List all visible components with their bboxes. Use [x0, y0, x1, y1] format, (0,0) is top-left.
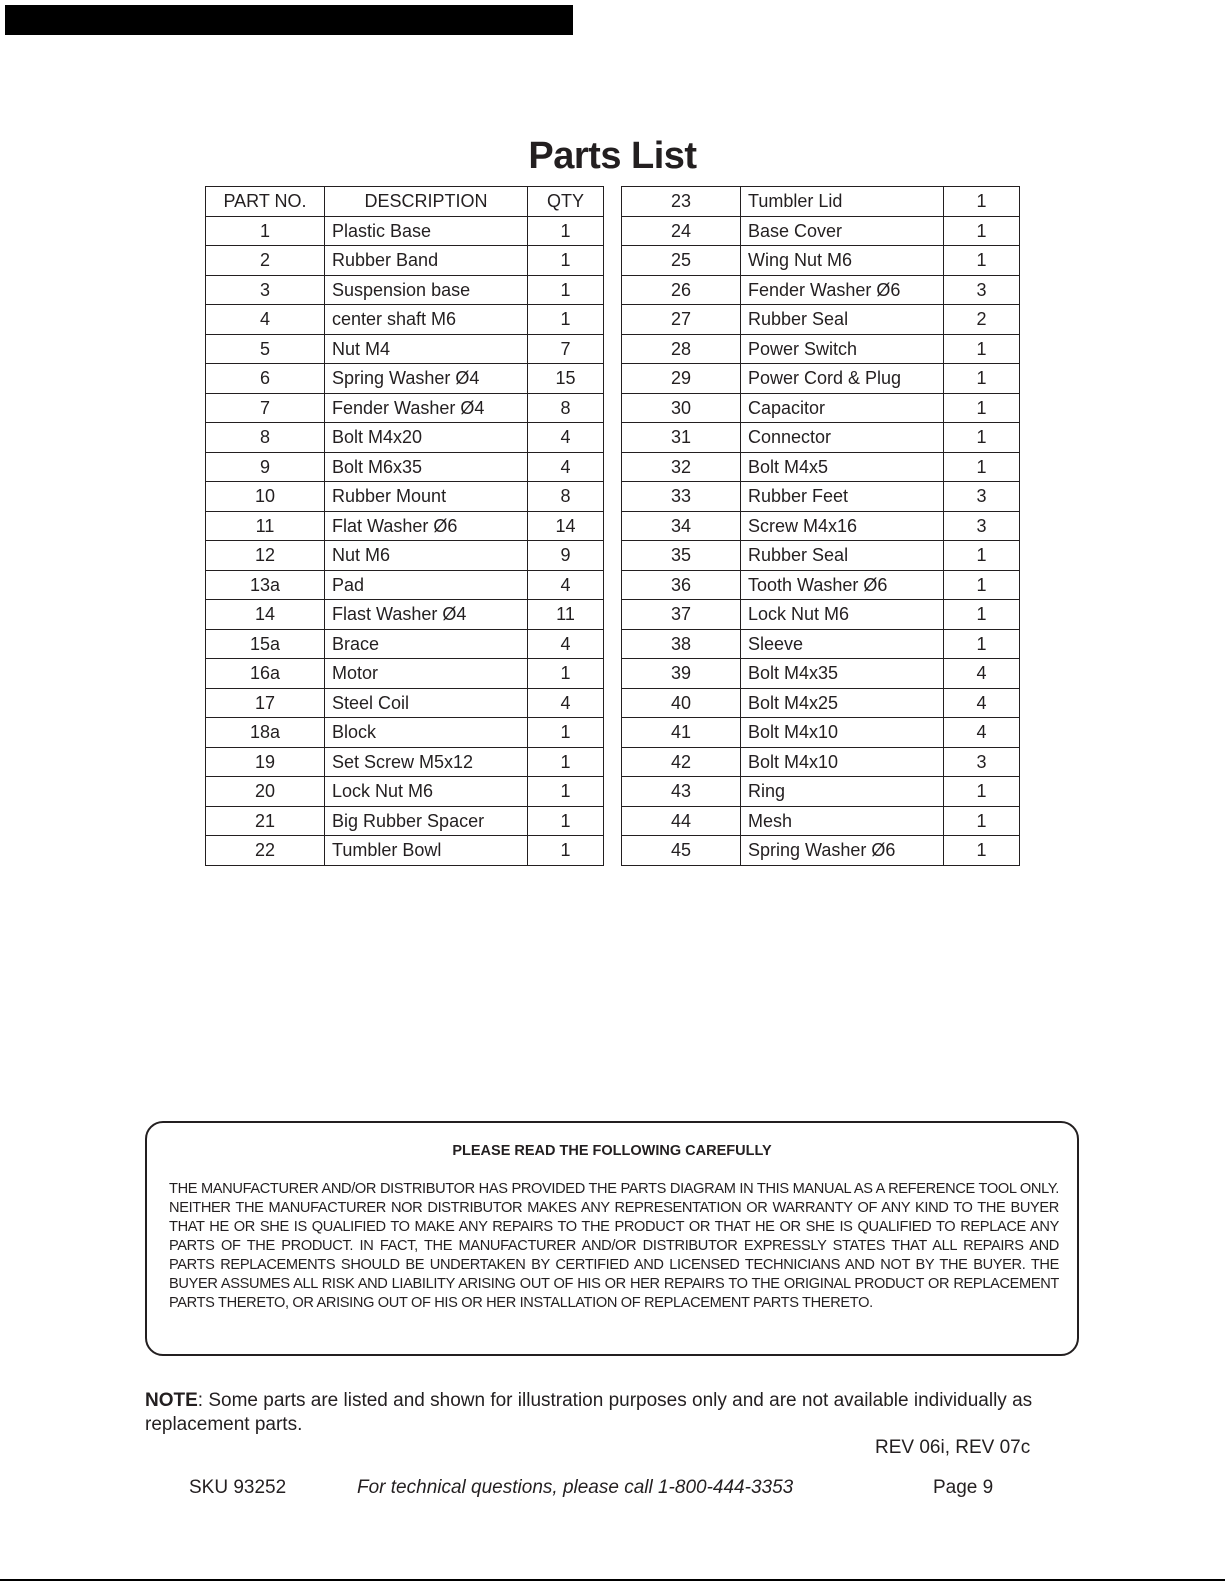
table-row: [622, 216, 1020, 246]
part-number: 23: [622, 187, 741, 217]
part-qty: 1: [528, 718, 604, 748]
part-description: Block: [325, 718, 528, 748]
part-qty: 1: [528, 246, 604, 276]
part-qty: 1: [528, 659, 604, 689]
table-row: [622, 452, 1020, 482]
part-qty: 1: [944, 777, 1020, 807]
header-description: DESCRIPTION: [325, 187, 528, 217]
table-row: [206, 482, 604, 512]
part-description: Flat Washer Ø6: [325, 511, 528, 541]
table-row: [206, 659, 604, 689]
part-qty: 9: [528, 541, 604, 571]
part-number: 7: [206, 393, 325, 423]
part-description: Ring: [741, 777, 944, 807]
part-description: Bolt M4x35: [741, 659, 944, 689]
part-description: Rubber Seal: [741, 541, 944, 571]
part-description: Flast Washer Ø4: [325, 600, 528, 630]
table-row: [622, 482, 1020, 512]
part-description: Big Rubber Spacer: [325, 806, 528, 836]
part-number: 15a: [206, 629, 325, 659]
part-description: Lock Nut M6: [325, 777, 528, 807]
table-row: [206, 246, 604, 276]
part-number: 32: [622, 452, 741, 482]
table-row: [206, 275, 604, 305]
part-description: Brace: [325, 629, 528, 659]
part-description: Tumbler Bowl: [325, 836, 528, 866]
table-row: [206, 216, 604, 246]
part-qty: 1: [528, 777, 604, 807]
part-description: Nut M4: [325, 334, 528, 364]
table-row: [206, 452, 604, 482]
part-number: 11: [206, 511, 325, 541]
revision-text: REV 06i, REV 07c: [875, 1437, 1031, 1458]
part-description: Base Cover: [741, 216, 944, 246]
part-number: 18a: [206, 718, 325, 748]
part-qty: 11: [528, 600, 604, 630]
part-qty: 4: [944, 718, 1020, 748]
part-description: Rubber Feet: [741, 482, 944, 512]
part-number: 14: [206, 600, 325, 630]
part-number: 37: [622, 600, 741, 630]
part-qty: 1: [944, 246, 1020, 276]
part-qty: 4: [944, 659, 1020, 689]
part-number: 36: [622, 570, 741, 600]
table-row: [206, 747, 604, 777]
part-qty: 4: [528, 570, 604, 600]
table-row: [622, 275, 1020, 305]
part-description: Spring Washer Ø4: [325, 364, 528, 394]
part-number: 16a: [206, 659, 325, 689]
part-qty: 1: [944, 806, 1020, 836]
part-description: Sleeve: [741, 629, 944, 659]
table-row: [206, 836, 604, 866]
part-description: Pad: [325, 570, 528, 600]
part-number: 45: [622, 836, 741, 866]
part-qty: 1: [944, 364, 1020, 394]
page-title: Parts List: [528, 135, 697, 177]
disclaimer-heading: PLEASE READ THE FOLLOWING CAREFULLY: [452, 1143, 772, 1159]
table-row: [206, 718, 604, 748]
footer-tech-support: For technical questions, please call 1-800-444-3353: [357, 1477, 794, 1498]
parts-table-right: [621, 186, 1020, 866]
part-number: 8: [206, 423, 325, 453]
part-description: Screw M4x16: [741, 511, 944, 541]
part-description: Power Cord & Plug: [741, 364, 944, 394]
table-row: [206, 334, 604, 364]
part-number: 10: [206, 482, 325, 512]
part-qty: 1: [944, 452, 1020, 482]
header-qty: QTY: [528, 187, 604, 217]
part-qty: 3: [944, 747, 1020, 777]
table-row: [622, 334, 1020, 364]
bottom-rule: [0, 1579, 1225, 1581]
part-number: 27: [622, 305, 741, 335]
part-number: 12: [206, 541, 325, 571]
part-description: Connector: [741, 423, 944, 453]
part-number: 5: [206, 334, 325, 364]
part-qty: 1: [944, 423, 1020, 453]
part-description: Bolt M4x20: [325, 423, 528, 453]
part-number: 22: [206, 836, 325, 866]
part-qty: 1: [944, 836, 1020, 866]
part-qty: 8: [528, 393, 604, 423]
part-number: 19: [206, 747, 325, 777]
part-description: center shaft M6: [325, 305, 528, 335]
part-number: 6: [206, 364, 325, 394]
table-row: [206, 364, 604, 394]
part-number: 40: [622, 688, 741, 718]
table-row: [622, 600, 1020, 630]
part-qty: 1: [944, 334, 1020, 364]
part-description: Set Screw M5x12: [325, 747, 528, 777]
part-description: Fender Washer Ø6: [741, 275, 944, 305]
part-number: 38: [622, 629, 741, 659]
part-qty: 2: [944, 305, 1020, 335]
part-number: 28: [622, 334, 741, 364]
table-row: [206, 393, 604, 423]
table-row: [206, 305, 604, 335]
part-description: Bolt M4x5: [741, 452, 944, 482]
table-row: [622, 305, 1020, 335]
note-label: NOTE: [145, 1390, 198, 1411]
table-row: [206, 688, 604, 718]
part-description: Lock Nut M6: [741, 600, 944, 630]
part-number: 33: [622, 482, 741, 512]
part-qty: 1: [944, 393, 1020, 423]
part-qty: 3: [944, 511, 1020, 541]
part-qty: 1: [944, 600, 1020, 630]
table-header-row: [206, 187, 604, 217]
part-qty: 1: [528, 305, 604, 335]
part-number: 20: [206, 777, 325, 807]
part-number: 3: [206, 275, 325, 305]
part-number: 4: [206, 305, 325, 335]
part-qty: 1: [944, 216, 1020, 246]
part-number: 43: [622, 777, 741, 807]
part-qty: 1: [528, 836, 604, 866]
note-paragraph: [145, 1389, 1085, 1437]
part-number: 26: [622, 275, 741, 305]
part-number: 9: [206, 452, 325, 482]
part-number: 17: [206, 688, 325, 718]
part-qty: 4: [528, 452, 604, 482]
disclaimer-box: [145, 1121, 1079, 1356]
part-qty: 1: [528, 275, 604, 305]
table-row: [622, 836, 1020, 866]
part-description: Tooth Washer Ø6: [741, 570, 944, 600]
part-description: Tumbler Lid: [741, 187, 944, 217]
part-number: 34: [622, 511, 741, 541]
part-description: Bolt M4x10: [741, 718, 944, 748]
part-number: 42: [622, 747, 741, 777]
part-qty: 4: [944, 688, 1020, 718]
part-description: Bolt M6x35: [325, 452, 528, 482]
part-description: Bolt M4x25: [741, 688, 944, 718]
table-row: [622, 777, 1020, 807]
table-row: [206, 570, 604, 600]
part-qty: 3: [944, 275, 1020, 305]
part-description: Rubber Band: [325, 246, 528, 276]
note-text: : Some parts are listed and shown for illustration purposes only and are not available individually as replacement parts.: [145, 1390, 1033, 1435]
table-row: [622, 364, 1020, 394]
table-row: [622, 423, 1020, 453]
part-description: Nut M6: [325, 541, 528, 571]
part-description: Wing Nut M6: [741, 246, 944, 276]
part-qty: 7: [528, 334, 604, 364]
table-row: [622, 570, 1020, 600]
part-description: Rubber Mount: [325, 482, 528, 512]
part-number: 24: [622, 216, 741, 246]
part-number: 21: [206, 806, 325, 836]
table-row: [622, 688, 1020, 718]
table-row: [206, 423, 604, 453]
part-number: 13a: [206, 570, 325, 600]
table-row: [206, 777, 604, 807]
part-number: 39: [622, 659, 741, 689]
table-row: [206, 629, 604, 659]
part-number: 1: [206, 216, 325, 246]
part-description: Motor: [325, 659, 528, 689]
footer-page-number: Page 9: [933, 1477, 994, 1498]
table-row: [206, 806, 604, 836]
part-qty: 1: [944, 570, 1020, 600]
part-description: Spring Washer Ø6: [741, 836, 944, 866]
part-qty: 14: [528, 511, 604, 541]
header-bar: [5, 5, 573, 35]
part-number: 41: [622, 718, 741, 748]
part-number: 29: [622, 364, 741, 394]
part-number: 25: [622, 246, 741, 276]
part-qty: 4: [528, 688, 604, 718]
part-description: Power Switch: [741, 334, 944, 364]
table-row: [622, 187, 1020, 217]
table-row: [622, 659, 1020, 689]
part-number: 31: [622, 423, 741, 453]
table-row: [622, 629, 1020, 659]
table-row: [622, 511, 1020, 541]
table-row: [622, 541, 1020, 571]
disclaimer-text: THE MANUFACTURER AND/OR DISTRIBUTOR HAS PROVIDED THE PARTS DIAGRAM IN THIS MANUAL AS A REFERENCE TOOL ONLY. NEITHER THE MANUFACTURER NOR DISTRIBUTOR MAKES ANY REPRESENTATION OR WARRANTY OF ANY KIND TO THE BUYER THAT HE OR SHE IS QUALIFIED TO MAKE ANY REPAIRS TO THE PRODUCT OR THAT HE OR SHE IS QUALIFIED TO REPLACE ANY PARTS OF THE PRODUCT. IN FACT, THE MANUFACTURER AND/OR DISTRIBUTOR EXPRESSLY STATES THAT ALL REPAIRS AND PARTS REPLACEMENTS SHOULD BE UNDERTAKEN BY CERTIFIED AND LICENSED TECHNICIANS AND NOT BY THE BUYER. THE BUYER ASSUMES ALL RISK AND LIABILITY ARISING OUT OF HIS OR HER REPAIRS TO THE ORIGINAL PRODUCT OR REPLACEMENT PARTS THERETO, OR ARISING OUT OF HIS OR HER INSTALLATION OF REPLACEMENT PARTS THERETO.: [169, 1181, 1059, 1311]
part-qty: 3: [944, 482, 1020, 512]
part-description: Plastic Base: [325, 216, 528, 246]
table-row: [622, 393, 1020, 423]
part-description: Fender Washer Ø4: [325, 393, 528, 423]
part-number: 2: [206, 246, 325, 276]
part-qty: 1: [944, 629, 1020, 659]
part-number: 44: [622, 806, 741, 836]
table-row: [622, 246, 1020, 276]
table-row: [622, 718, 1020, 748]
part-description: Suspension base: [325, 275, 528, 305]
parts-table-left: [205, 186, 604, 866]
part-qty: 4: [528, 629, 604, 659]
part-qty: 15: [528, 364, 604, 394]
part-qty: 1: [528, 747, 604, 777]
part-qty: 4: [528, 423, 604, 453]
part-qty: 1: [944, 187, 1020, 217]
part-qty: 1: [528, 216, 604, 246]
part-number: 30: [622, 393, 741, 423]
part-qty: 8: [528, 482, 604, 512]
footer-sku: SKU 93252: [189, 1477, 287, 1498]
part-description: Rubber Seal: [741, 305, 944, 335]
part-qty: 1: [944, 541, 1020, 571]
table-row: [622, 747, 1020, 777]
part-description: Mesh: [741, 806, 944, 836]
table-row: [206, 511, 604, 541]
table-row: [622, 806, 1020, 836]
header-part-no: PART NO.: [206, 187, 325, 217]
part-description: Steel Coil: [325, 688, 528, 718]
table-row: [206, 600, 604, 630]
part-description: Bolt M4x10: [741, 747, 944, 777]
table-row: [206, 541, 604, 571]
part-qty: 1: [528, 806, 604, 836]
part-number: 35: [622, 541, 741, 571]
part-description: Capacitor: [741, 393, 944, 423]
